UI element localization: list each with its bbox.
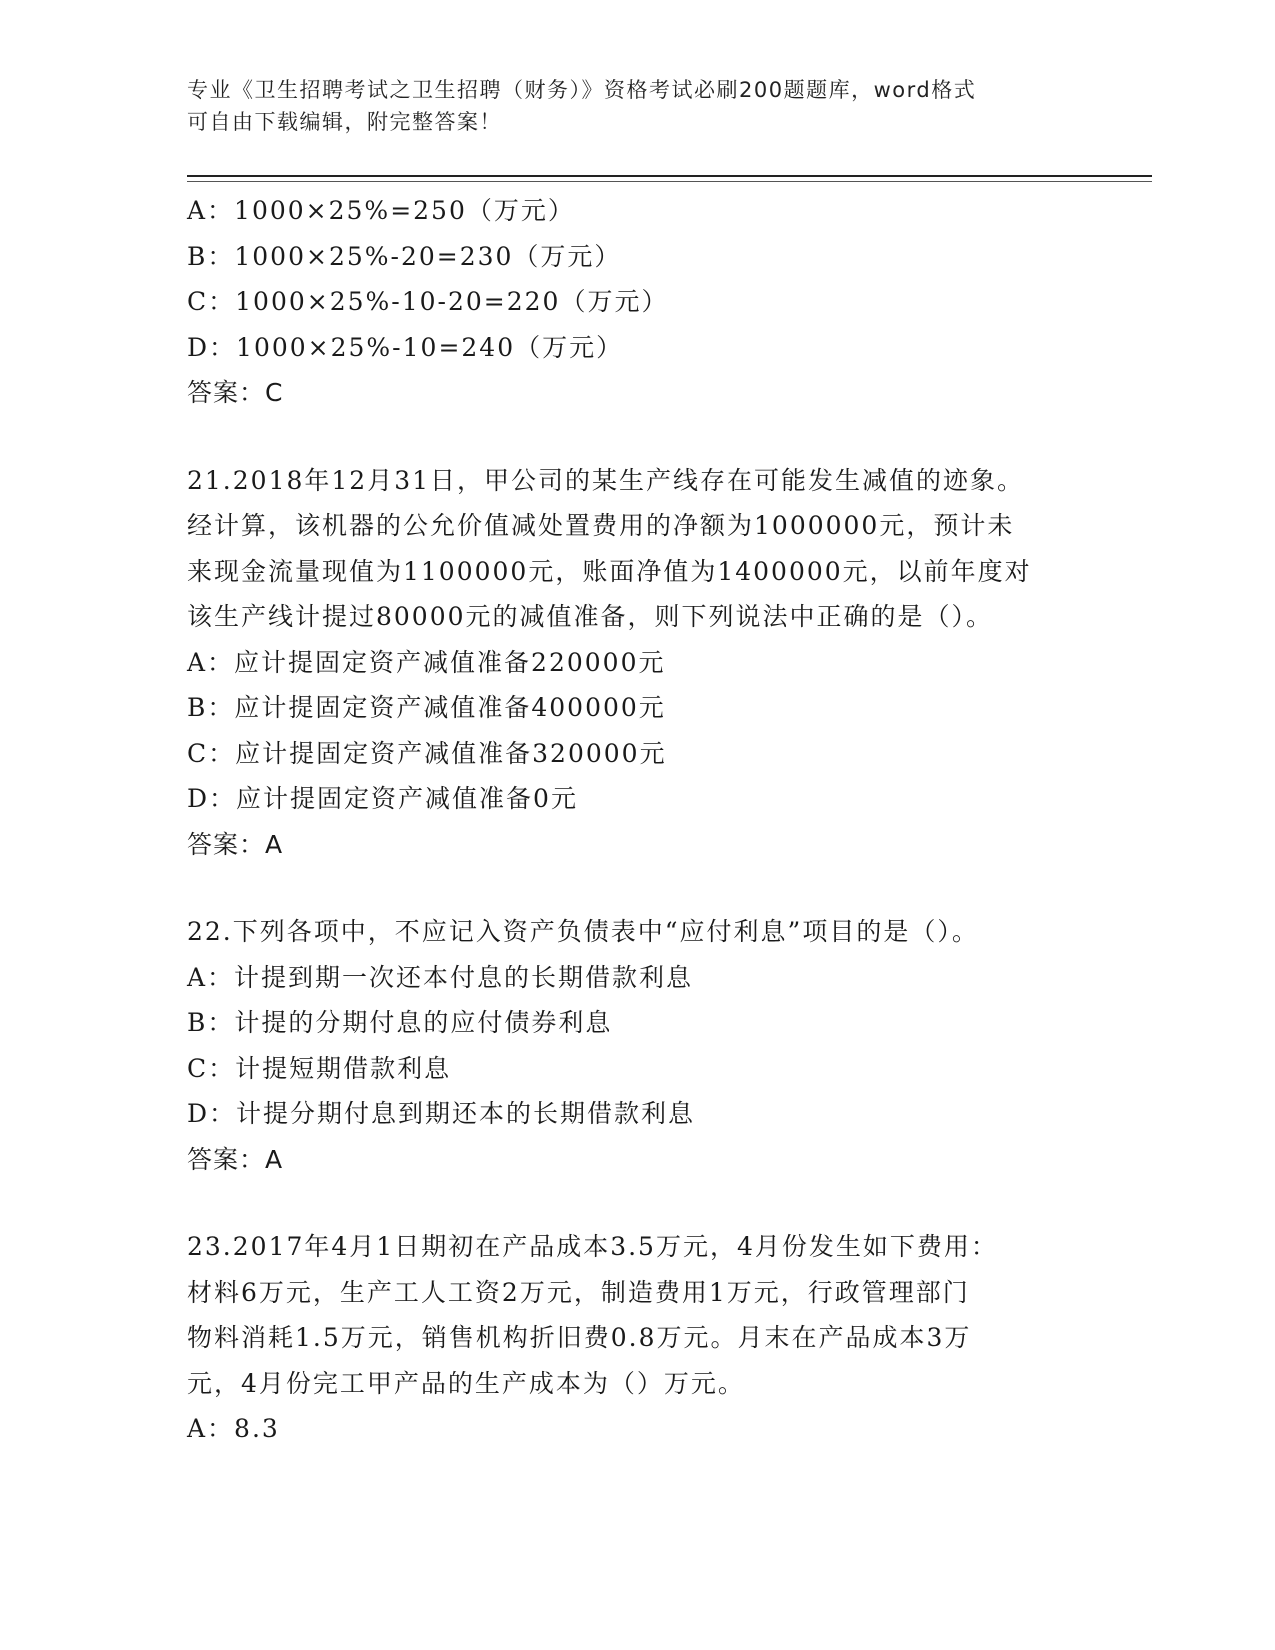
- option-a: A：8.3: [187, 1414, 280, 1443]
- answer: 答案：A: [187, 1144, 284, 1174]
- header-divider-thick: [187, 175, 1152, 177]
- option-c: C：计提短期借款利息: [187, 1053, 452, 1083]
- header-title-line-1: 专业《卫生招聘考试之卫生招聘（财务）》资格考试必刷200题题库，word格式: [187, 78, 977, 102]
- question-21: [187, 458, 1077, 868]
- question-stem-line: 21.2018年12月31日，甲公司的某生产线存在可能发生减值的迹象。: [187, 465, 1025, 495]
- question-stem-line: 22.下列各项中，不应记入资产负债表中“应付利息”项目的是（）。: [187, 917, 979, 946]
- option-c: C：1000×25%-10-20=220（万元）: [187, 287, 669, 316]
- option-b: B：计提的分期付息的应付债券利息: [187, 1008, 613, 1037]
- option-a: A：计提到期一次还本付息的长期借款利息: [187, 962, 694, 992]
- option-b: B：1000×25%-20=230（万元）: [187, 241, 622, 271]
- question-stem-line: 材料6万元，生产工人工资2万元，制造费用1万元，行政管理部门: [187, 1277, 970, 1307]
- document-header: [187, 74, 1067, 138]
- spacer: [187, 1182, 1077, 1224]
- question-stem-line: 23.2017年4月1日期初在产品成本3.5万元，4月份发生如下费用：: [187, 1232, 998, 1261]
- answer: 答案：C: [187, 378, 284, 407]
- question-22: [187, 909, 1077, 1182]
- option-b: B：应计提固定资产减值准备400000元: [187, 693, 666, 722]
- question-23: [187, 1224, 1077, 1452]
- option-d: D：计提分期付息到期还本的长期借款利息: [187, 1099, 696, 1128]
- option-a: A：1000×25%=250（万元）: [187, 196, 575, 225]
- question-stem-line: 元，4月份完工甲产品的生产成本为（）万元。: [187, 1368, 745, 1398]
- option-d: D：应计提固定资产减值准备0元: [187, 784, 578, 813]
- question-stem-line: 该生产线计提过80000元的减值准备，则下列说法中正确的是（）。: [187, 602, 994, 631]
- option-a: A：应计提固定资产减值准备220000元: [187, 647, 666, 677]
- header-title-line-2: 可自由下载编辑，附完整答案！: [187, 110, 502, 134]
- document-body: [187, 188, 1077, 1452]
- question-20: [187, 188, 1077, 416]
- spacer: [187, 867, 1077, 909]
- question-stem-line: 物料消耗1.5万元，销售机构折旧费0.8万元。月末在产品成本3万: [187, 1323, 972, 1352]
- question-stem-line: 来现金流量现值为1100000元，账面净值为1400000元，以前年度对: [187, 556, 1032, 586]
- question-stem-line: 经计算，该机器的公允价值减处置费用的净额为1000000元，预计未: [187, 511, 1015, 540]
- spacer: [187, 416, 1077, 458]
- answer: 答案：A: [187, 829, 284, 859]
- header-divider-thin: [187, 181, 1152, 182]
- option-c: C：应计提固定资产减值准备320000元: [187, 738, 667, 768]
- option-d: D：1000×25%-10=240（万元）: [187, 332, 624, 362]
